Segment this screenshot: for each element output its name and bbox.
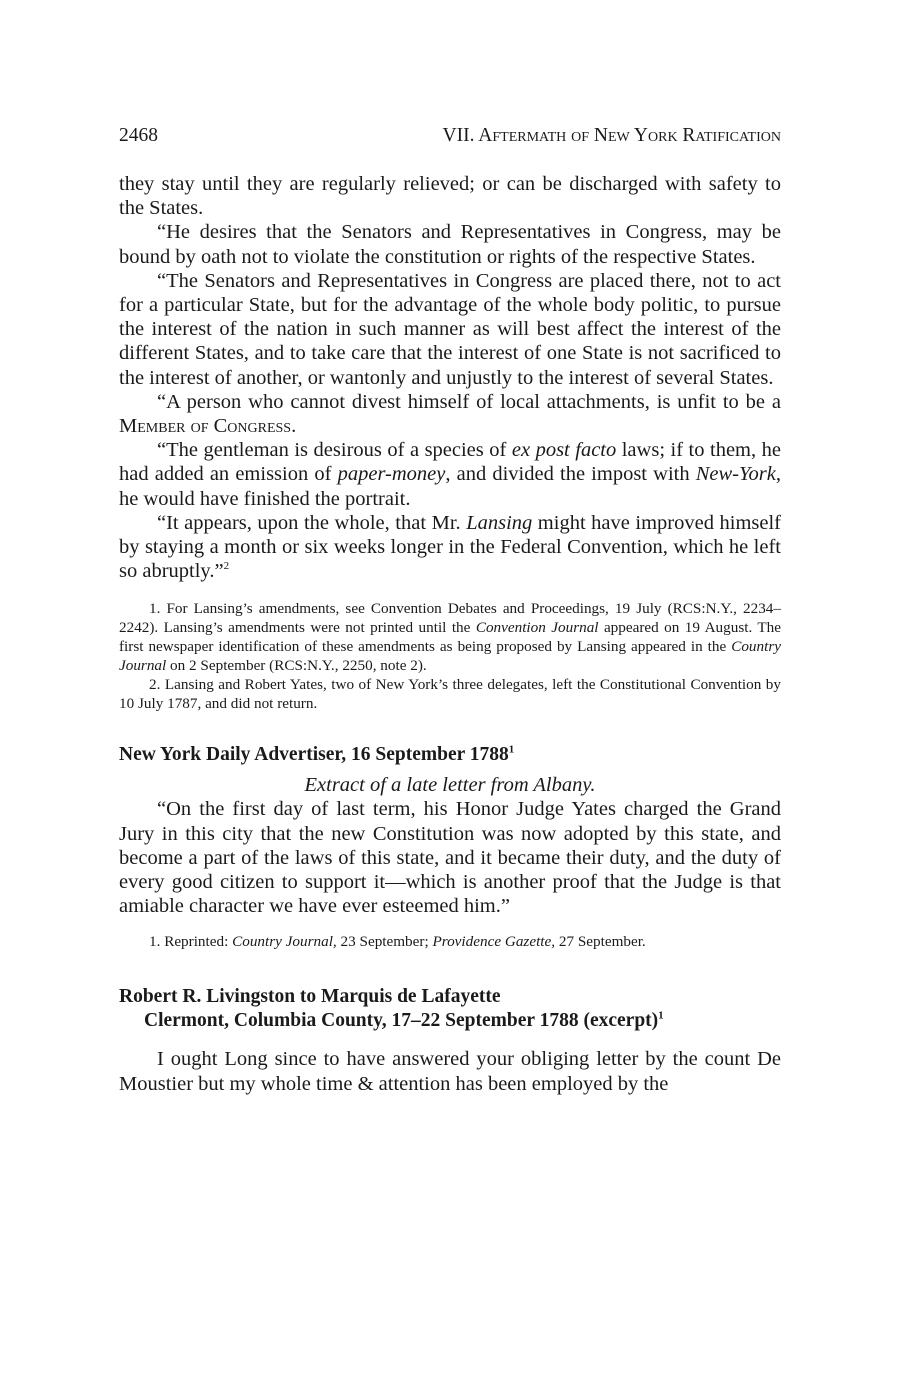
text-run: appeared on 19 August. The first newspaper identification of these amendments as being proposed by Lansing appeared in the: [119, 619, 782, 656]
italic-run: Providence Gazette,: [432, 933, 556, 951]
footnote-marker: 2: [223, 560, 230, 573]
italic-run: paper-money: [337, 463, 446, 486]
text-run: “The gentleman is desirous of a species of: [157, 439, 512, 462]
heading-text: Clermont, Columbia County, 17–22 September 1788 (excerpt): [144, 1010, 659, 1032]
section-heading: Robert R. Livingston to Marquis de Lafayette: [119, 986, 501, 1008]
footnote: [119, 932, 781, 951]
paragraph: [119, 511, 781, 584]
footnote-marker: 1: [658, 1009, 664, 1022]
paragraph: “He desires that the Senators and Representatives in Congress, may be bound by oath not to violate the constitution or rights of the respective States.: [119, 221, 781, 268]
section-subheading: Extract of a late letter from Albany.: [304, 774, 596, 797]
footnote: [119, 599, 781, 675]
footnote-marker: 1: [508, 743, 515, 756]
page-number: 2468: [119, 125, 158, 146]
footnotes: [119, 599, 781, 713]
text-run: “It appears, upon the whole, that Mr.: [157, 511, 467, 534]
small-caps-run: Member of Congress: [119, 415, 292, 438]
paragraph: “On the first day of last term, his Honor Judge Yates charged the Grand Jury in this city that the new Constitution was now adopted by this state, and become a part of the laws of this state, and it became their duty, and the duty of every good citizen to support it—which is another proof that the Judge is that amiable character we have ever esteemed him.”: [119, 798, 781, 918]
italic-run: Country Journal: [119, 638, 781, 675]
paragraph: “The Senators and Representatives in Congress are placed there, not to act for a particular State, but for the advantage of the whole body politic, to pursue the interest of the nation in such manner as will best affect the interest of the different States, and to take care that the interest of one State is not sacrificed to the interest of another, or wantonly and unjustly to the interest of several States.: [119, 269, 781, 389]
text-run: , he would have finished the portrait.: [119, 463, 781, 510]
italic-run: Country Journal,: [232, 933, 337, 951]
text-run: on 2 September (RCS:N.Y., 2250, note 2).: [166, 657, 427, 675]
italic-run: Lansing: [466, 511, 533, 534]
text-run: 23 September;: [336, 933, 433, 951]
text-run: 1. For Lansing’s amendments, see Convention Debates and Proceedings, 19 July (RCS:N.Y., 2234–2242). Lansing’s amendments were not printed until the: [119, 600, 781, 637]
document-page: [119, 122, 781, 1096]
section-heading: [119, 1009, 781, 1033]
page-header: [119, 122, 781, 150]
text-run: laws; if to them, he had added an emission of: [119, 439, 781, 486]
text-run: 1. Reprinted:: [149, 933, 233, 951]
text-run: , and divided the impost with: [445, 463, 696, 486]
footnote: 2. Lansing and Robert Yates, two of New York’s three delegates, left the Constitutional Convention by 10 July 1787, and did not return.: [119, 676, 781, 713]
italic-run: Convention Journal: [475, 619, 599, 637]
running-title: VII. Aftermath of New York Ratification: [442, 125, 781, 146]
italic-run: ex post facto: [511, 439, 617, 462]
text-run: “A person who cannot divest himself of local attachments, is unfit to be a: [157, 390, 781, 413]
document-section: [119, 985, 781, 1095]
paragraph: I ought Long since to have answered your obliging letter by the count De Moustier but my whole time & attention has been employed by the: [119, 1048, 781, 1095]
document-section: [119, 743, 781, 951]
paragraph: [119, 438, 781, 511]
text-run: .: [291, 415, 297, 438]
paragraph: they stay until they are regularly relieved; or can be discharged with safety to the States.: [119, 173, 781, 220]
italic-run: New-York: [695, 463, 776, 486]
text-run: 27 September.: [555, 933, 646, 951]
text-run: might have improved himself by staying a month or six weeks longer in the Federal Convention, which he left so abruptly.”: [119, 511, 782, 583]
paragraph: [119, 390, 781, 438]
section-heading: [119, 743, 781, 767]
heading-text: New York Daily Advertiser, 16 September 1788: [119, 744, 509, 766]
